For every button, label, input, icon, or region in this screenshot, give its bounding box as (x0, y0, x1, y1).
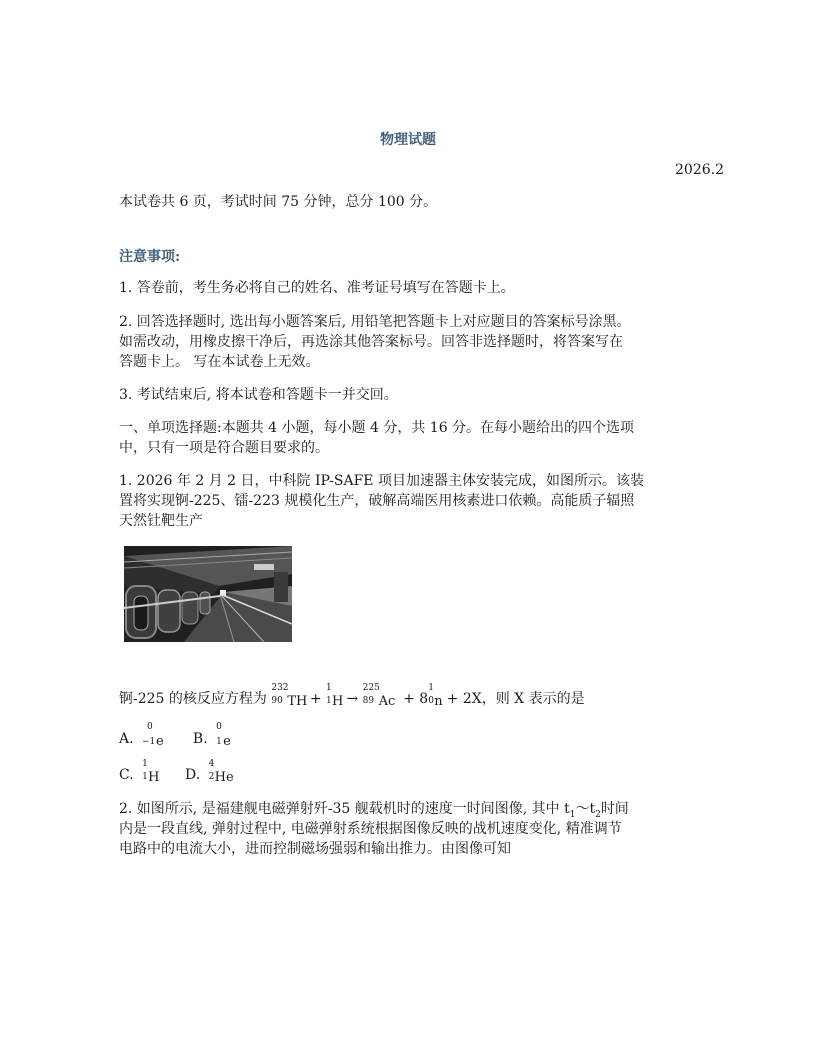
notice-item-3: 3. 考试结束后, 将本试卷和答题卡一并交回。 (119, 387, 398, 403)
option-a-electron: 0 −1 e (142, 722, 164, 749)
option-c-label: C. (119, 767, 134, 783)
nuclide-actinium: 225 89 Ac (362, 683, 396, 709)
t1-symbol: $t_1$ (564, 801, 576, 820)
reaction-arrow: → (346, 691, 359, 707)
q2-line-2: 内是一段直线, 弹射过程中, 电磁弹射系统根据图像反映的战机速度变化, 精准调节 (119, 821, 622, 837)
nuclide-proton: 1 1 H (326, 683, 344, 709)
notice-item-2-line-1: 2. 回答选择题时, 选出每小题答案后, 用铅笔把答题卡上对应题目的答案标号涂黑。 (119, 314, 631, 330)
exam-intro: 本试卷共 6 页，考试时间 75 分钟，总分 100 分。 (119, 194, 438, 210)
q1-options-row-2 (119, 759, 234, 786)
t2-symbol: $t_2$ (589, 801, 601, 820)
nuclide-thorium: 232 90 TH (271, 683, 308, 709)
option-c-proton: 1 1 H (142, 759, 160, 785)
q1-options-row-1 (119, 722, 234, 750)
option-a-label: A. (119, 731, 134, 747)
q2-line-3: 电路中的电流大小，进而控制磁场强弱和输出推力。由图像可知 (119, 841, 511, 857)
accelerator-photo (124, 546, 292, 642)
notice-item-1: 1. 答卷前，考生务必将自己的姓名、准考证号填写在答题卡上。 (119, 280, 515, 296)
accelerator-tunnel-image (124, 546, 292, 642)
notice-item-2-line-3: 答题卡上。 写在本试卷上无效。 (119, 354, 320, 370)
section-1-line-2: 中，只有一项是符合题目要求的。 (119, 440, 329, 456)
q1-equation: 锕-225 的核反应方程为 232 90 TH + 1 1 H → 225 89 Ac + 8 1 0 n + 2X，则 X 表示的是 (119, 683, 585, 709)
q2-line-1: 2. 如图所示, 是福建舰电磁弹射歼-35 舰载机时的速度一时间图像, 其中 $t_1\sim t_2$时间 (119, 801, 629, 820)
option-b-label: B. (192, 731, 208, 747)
option-d-helium: 4 2 He (208, 759, 234, 785)
q1-line-1: 1. 2026 年 2 月 2 日，中科院 IP-SAFE 项目加速器主体安装完成，如图所示。该装 (119, 473, 644, 489)
page-title: 物理试题 (380, 132, 436, 148)
q1-line-3: 天然钍靶生产 (119, 513, 203, 529)
option-d-label: D. (185, 767, 201, 783)
q1-line-2: 置将实现锕-225、镭-223 规模化生产，破解高端医用核素进口依赖。高能质子辐照 (119, 493, 635, 509)
notice-heading: 注意事项: (119, 249, 181, 265)
q1-equation-tail: + 2X，则 X 表示的是 (446, 691, 585, 707)
notice-item-2-line-2: 如需改动，用橡皮擦干净后，再选涂其他答案标号。回答非选择题时，将答案写在 (119, 334, 623, 350)
option-b-positron: 0 1 e (216, 722, 231, 749)
nuclide-neutron: 1 0 n (428, 683, 443, 709)
section-1-line-1: 一、单项选择题:本题共 4 小题，每小题 4 分，共 16 分。在每小题给出的四个选项 (119, 420, 635, 436)
exam-date: 2026.2 (675, 162, 724, 178)
neutron-coefficient: 8 (419, 691, 429, 707)
q1-equation-prefix: 锕-225 的核反应方程为 (119, 691, 267, 707)
